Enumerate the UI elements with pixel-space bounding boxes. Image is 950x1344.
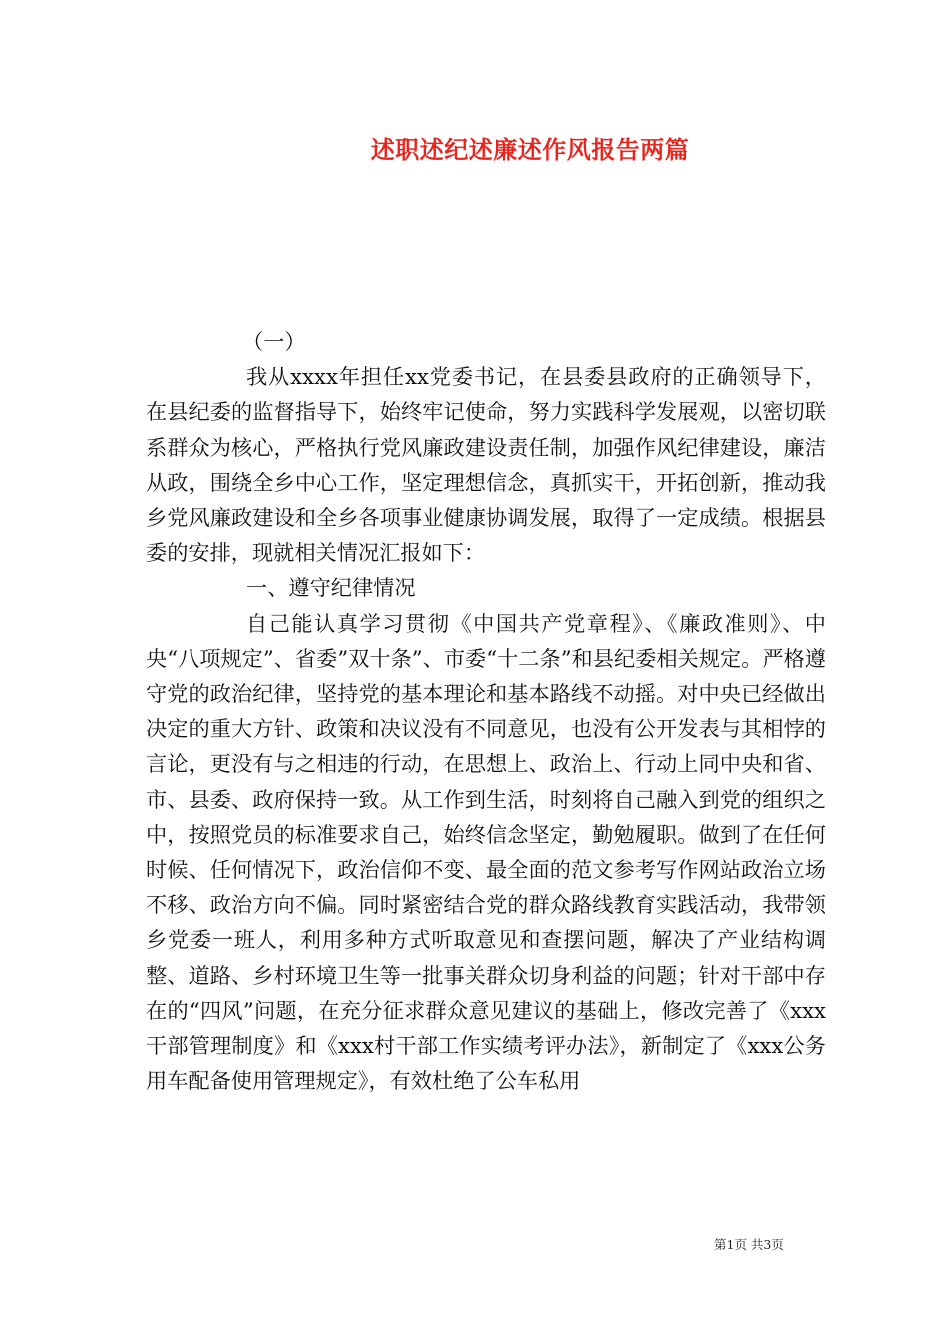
discipline-paragraph: 自己能认真学习贯彻《中国共产党章程》、《廉政准则》、中央“八项规定”、省委”双十条”、市委“十二条”和县纪委相关规定。严格遵守党的政治纪律，坚持党的基本理论和基本路线不动摇。对中央已经做出决定的重大方针、政策和决议没有不同意见，也没有公开发表与其相悖的言论，更没有与之相违的行动，在思想上、政治上、行动上同中央和省、市、县委、政府保持一致。从工作到生活，时刻将自己融入到党的组织之中，按照党员的标准要求自己，始终信念坚定，勤勉履职。做到了在任何时候、任何情况下，政治信仰不变、最全面的范文参考写作网站政治立场不移、政治方向不偏。同时紧密结合党的群众路线教育实践活动，我带领乡党委一班人，利用多种方式听取意见和查摆问题，解决了产业结构调整、道路、乡村环境卫生等一批事关群众切身利益的问题；针对干部中存在的“四风”问题，在充分征求群众意见建议的基础上，修改完善了《xxx干部管理制度》和《xxx村干部工作实绩考评办法》，新制定了《xxx公务用车配备使用管理规定》，有效杜绝了公车私用 (146, 610, 826, 1094)
document-body (146, 324, 826, 1098)
page-footer: 第1页 共3页 (714, 1237, 784, 1252)
section-heading: 一、遵守纪律情况 (246, 575, 416, 601)
document-title: 述职述纪述廉述作风报告两篇 (370, 136, 690, 164)
intro-paragraph: 我从xxxx年担任xx党委书记，在县委县政府的正确领导下，在县纪委的监督指导下，始终牢记使命，努力实践科学发展观，以密切联系群众为核心，严格执行党风廉政建设责任制，加强作风纪律建设，廉洁从政，围绕全乡中心工作，坚定理想信念，真抓实干，开拓创新，推动我乡党风廉政建设和全乡各项事业健康协调发展，取得了一定成绩。根据县委的安排，现就相关情况汇报如下： (146, 364, 826, 566)
section-number: （一） (242, 329, 306, 354)
